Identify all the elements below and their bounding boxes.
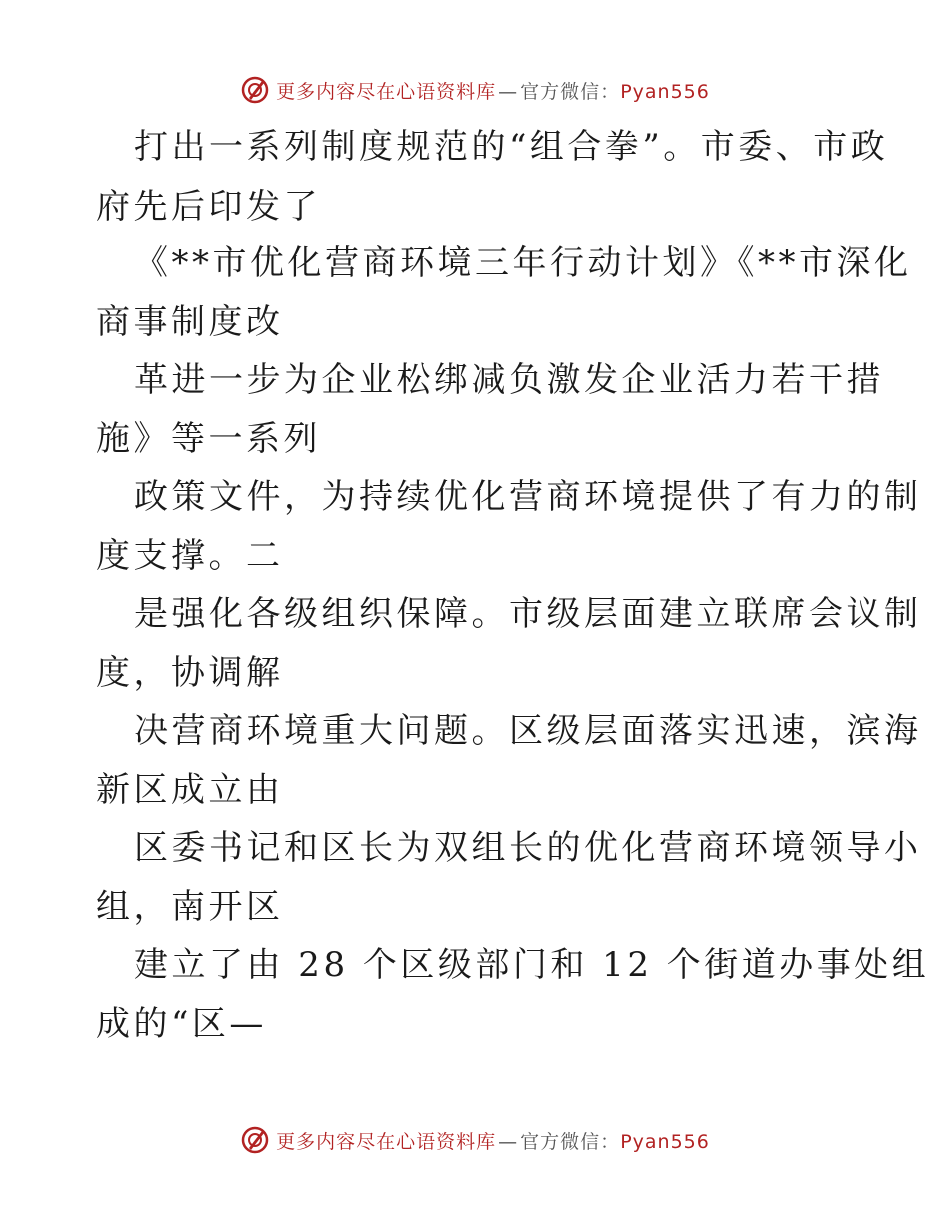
banner-separator: — xyxy=(498,1130,519,1153)
text-line: 成的“区— xyxy=(96,1004,267,1044)
text-line: 度，协调解 xyxy=(96,653,284,693)
text-line: 度支撑。二 xyxy=(96,536,284,576)
text-line: 《**市优化营商环境三年行动计划》《**市深化 xyxy=(134,243,912,283)
logo-icon xyxy=(240,1125,270,1155)
text-line: 商事制度改 xyxy=(96,302,284,342)
footer-banner xyxy=(0,1120,950,1160)
banner-separator: — xyxy=(498,80,519,103)
banner-account: Pyan556 xyxy=(620,80,710,103)
logo-icon xyxy=(240,75,270,105)
banner-label: 官方微信： xyxy=(520,80,621,103)
banner-text xyxy=(276,1127,710,1154)
text-line: 打出一系列制度规范的“组合拳”。市委、市政 xyxy=(134,127,889,167)
text-line: 区委书记和区长为双组长的优化营商环境领导小 xyxy=(134,828,922,868)
text-line: 政策文件，为持续优化营商环境提供了有力的制 xyxy=(134,477,922,517)
banner-label: 官方微信： xyxy=(520,1130,621,1153)
text-line: 建立了由 28 个区级部门和 12 个街道办事处组 xyxy=(134,945,930,985)
text-line: 新区成立由 xyxy=(96,770,284,810)
text-line: 是强化各级组织保障。市级层面建立联席会议制 xyxy=(134,594,922,634)
banner-account: Pyan556 xyxy=(620,1130,710,1153)
text-line: 组，南开区 xyxy=(96,887,284,927)
header-banner xyxy=(0,70,950,110)
banner-brand: 更多内容尽在心语资料库 xyxy=(276,80,497,103)
banner-brand: 更多内容尽在心语资料库 xyxy=(276,1130,497,1153)
banner-text xyxy=(276,77,710,104)
text-line: 府先后印发了 xyxy=(96,187,321,227)
text-line: 决营商环境重大问题。区级层面落实迅速，滨海 xyxy=(134,711,922,751)
text-line: 施》等一系列 xyxy=(96,419,321,459)
text-line: 革进一步为企业松绑减负激发企业活力若干措 xyxy=(134,360,884,400)
